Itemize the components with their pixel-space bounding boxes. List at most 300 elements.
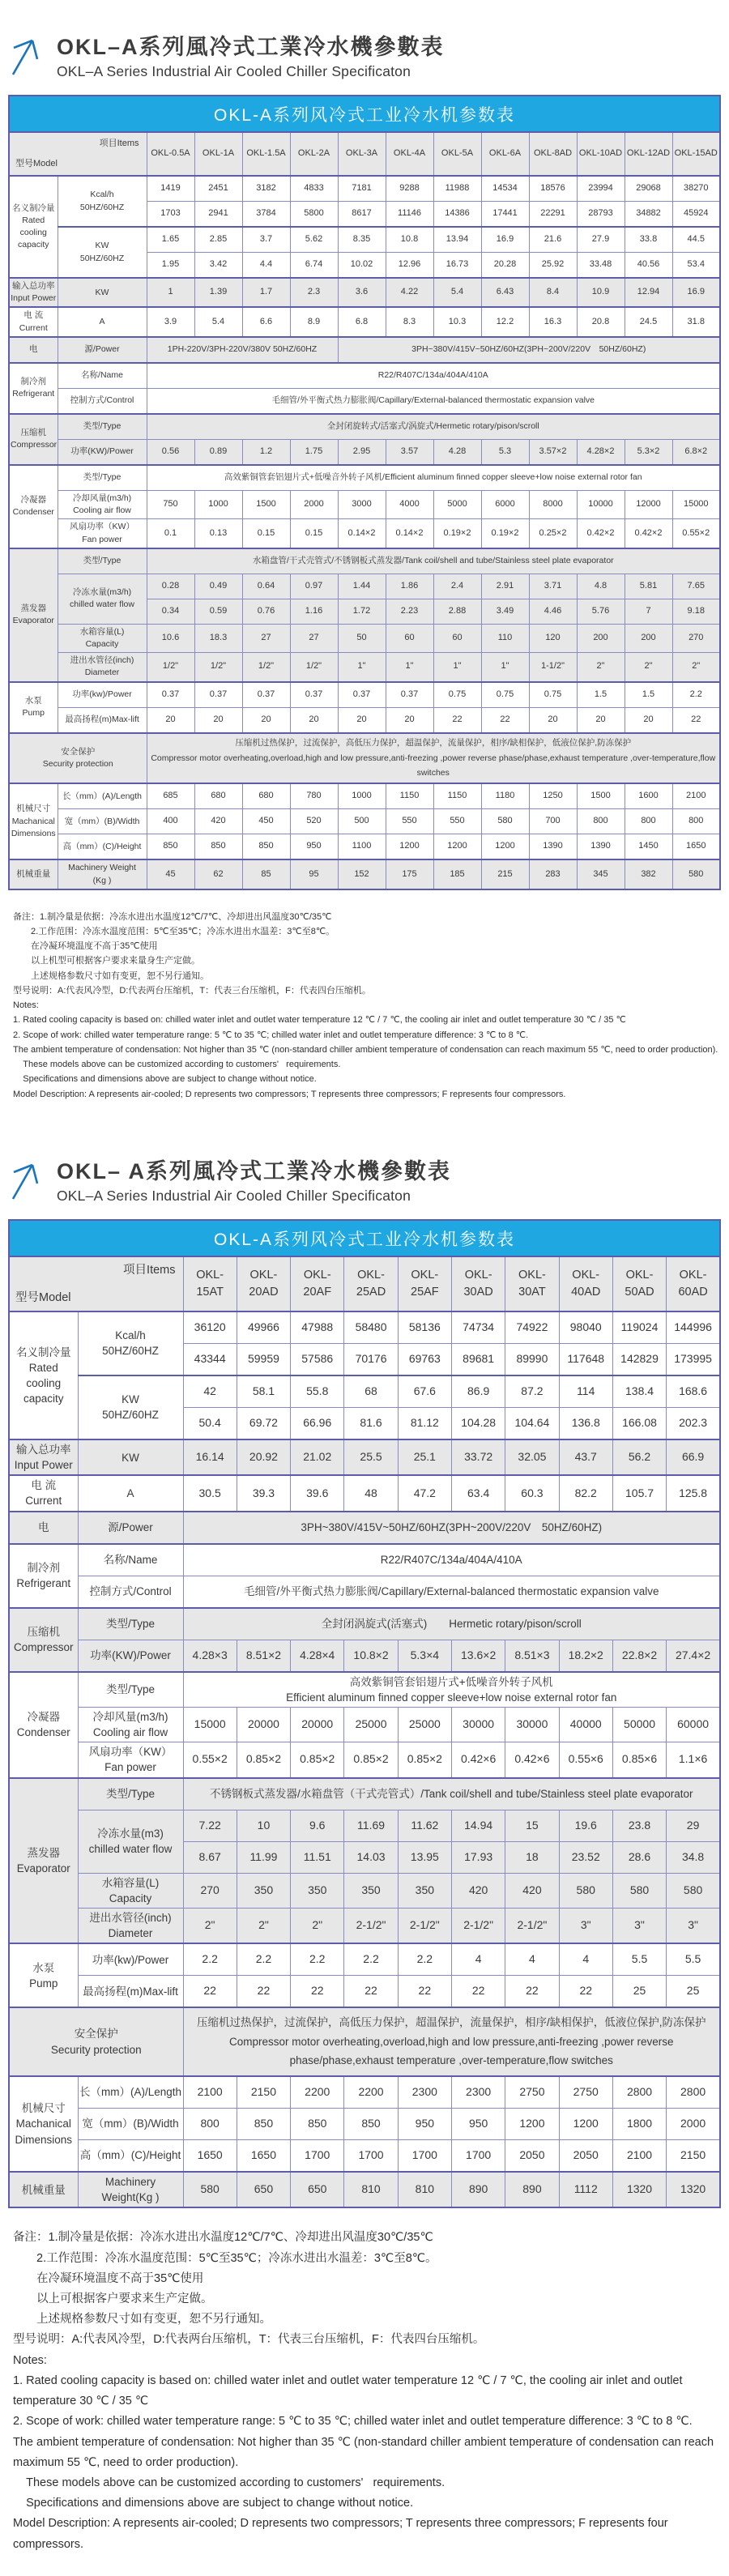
- spec-value-cell: 2800: [612, 2076, 666, 2109]
- spec-row: [9, 859, 720, 889]
- spec-value-cell: 1/2": [147, 653, 194, 682]
- spec-row: [9, 624, 720, 652]
- spec-value-cell: 0.56: [147, 439, 194, 465]
- spec-value-cell: 1703: [147, 202, 194, 228]
- spec-value-cell: 59959: [237, 1343, 290, 1375]
- merged-text-cell: 全封闭旋转式/活塞式/涡旋式/Hermetic rotary/pison/scroll: [147, 414, 720, 440]
- spec-value-cell: 1": [386, 653, 433, 682]
- spec-value-cell: 32.05: [505, 1439, 559, 1475]
- spec-value-cell: 4: [451, 1943, 505, 1976]
- spec-value-cell: 20000: [237, 1707, 290, 1742]
- spec-value-cell: 24.5: [625, 307, 672, 336]
- spec-value-cell: 74734: [451, 1311, 505, 1344]
- spec-value-cell: 0.42×2: [577, 519, 625, 548]
- note-line: 1. Rated cooling capacity is based on: chilled water inlet and outlet water temperature 12 ℃ / 7 ℃, the cooling air inlet and outlet temperature 30 ℃ / 35 ℃: [13, 1015, 626, 1026]
- note-line: Model Description: A represents air-cooled; D represents two compressors; T represents three compressors; F represents four compressors.: [13, 1089, 566, 1099]
- spec-value-cell: 1450: [625, 834, 672, 860]
- spec-value-cell: 1200: [559, 2109, 612, 2140]
- spec-value-cell: 44.5: [672, 227, 720, 253]
- spec-row: [9, 307, 720, 336]
- section-label-cell: 蒸发器 Evaporator: [9, 548, 58, 682]
- model-column-header: OKL- 15AT: [183, 1256, 237, 1311]
- spec-value-cell: 3": [667, 1908, 720, 1943]
- spec-value-cell: 5.3×2: [625, 439, 672, 465]
- note-line: 型号说明：A:代表风冷型，D:代表两台压缩机，T：代表三台压缩机，F：代表四台压缩机。: [13, 985, 371, 996]
- spec-value-cell: 10: [237, 1810, 290, 1841]
- spec-value-cell: 2200: [291, 2076, 344, 2109]
- spec-value-cell: 270: [183, 1873, 237, 1908]
- table-1-banner-title: OKL-A系列风冷式工业冷水机参数表: [8, 95, 721, 131]
- spec-value-cell: 47988: [291, 1311, 344, 1344]
- item-label-cell: 进出水管径(inch) Diameter: [58, 653, 147, 682]
- spec-row: [9, 682, 720, 708]
- spec-value-cell: 89990: [505, 1343, 559, 1375]
- note-line: Model Description: A represents air-cooled; D represents two compressors; T represents three compressors; F represents four compressors.: [13, 2517, 671, 2551]
- table-2-wrapper: [8, 1219, 721, 2208]
- spec-value-cell: 22: [183, 1976, 237, 2008]
- note-line: 以上可根据客户要求来生产定做。: [13, 2292, 213, 2306]
- spec-value-cell: 1": [481, 653, 529, 682]
- item-label-cell: 长（mm）(A)/Length: [78, 2076, 183, 2109]
- item-label-cell: 冷却风量(m3/h) Cooling air flow: [58, 490, 147, 518]
- note-line: 2.工作范围：冷冻水温度范围：5℃至35℃；冷冻水进出水温差：3℃至8℃。: [13, 2251, 437, 2265]
- merged-text-cell: 毛细管/外平衡式热力膨胀阀/Capillary/External-balanced thermostatic expansion valve: [183, 1576, 720, 1608]
- spec-value-cell: 0.25×2: [529, 519, 577, 548]
- spec-value-cell: 2100: [612, 2140, 666, 2173]
- note-line: Specifications and dimensions above are subject to change without notice.: [13, 1074, 317, 1085]
- spec-row: [9, 574, 720, 599]
- spec-value-cell: 0.75: [433, 682, 481, 708]
- spec-value-cell: 50: [338, 624, 386, 652]
- merged-text-cell: R22/R407C/134a/404A/410A: [147, 363, 720, 389]
- section-label-cell: 水泵 Pump: [9, 682, 58, 733]
- spec-value-cell: 0.42×6: [505, 1742, 559, 1778]
- spec-value-cell: 4.22: [386, 278, 433, 307]
- spec-value-cell: 0.14×2: [338, 519, 386, 548]
- model-column-header: OKL- 30AT: [505, 1256, 559, 1311]
- spec-value-cell: 2941: [194, 202, 242, 228]
- spec-value-cell: 22: [451, 1976, 505, 2008]
- model-column-header: OKL-12AD: [625, 132, 672, 176]
- item-label-cell: 冷冻水量(m3/h) chilled water flow: [58, 574, 147, 624]
- spec-value-cell: 136.8: [559, 1407, 612, 1439]
- spec-value-cell: 2100: [183, 2076, 237, 2109]
- spec-value-cell: 8.51×3: [505, 1640, 559, 1672]
- spec-row: [9, 337, 720, 363]
- spec-value-cell: 6000: [481, 490, 529, 518]
- spec-value-cell: 14.03: [344, 1841, 398, 1873]
- spec-value-cell: 20: [194, 707, 242, 733]
- model-column-header: OKL-4A: [386, 132, 433, 176]
- spec-value-cell: 18.2×2: [559, 1640, 612, 1672]
- item-label-cell: Machinery Weight (Kg ): [58, 859, 147, 889]
- note-line: These models above can be customized according to customers' requirements.: [13, 1060, 341, 1070]
- spec-value-cell: 1700: [291, 2140, 344, 2173]
- section-label-cell: 安全保护 Security protection: [9, 2007, 183, 2076]
- spec-value-cell: 1: [147, 278, 194, 307]
- spec-value-cell: 8617: [338, 202, 386, 228]
- spec-value-cell: 11988: [433, 176, 481, 202]
- spec-value-cell: 22.8×2: [612, 1640, 666, 1672]
- spec-value-cell: 2": [183, 1908, 237, 1943]
- spec-value-cell: 10.8×2: [344, 1640, 398, 1672]
- spec-value-cell: 17441: [481, 202, 529, 228]
- spec-value-cell: 10.3: [433, 307, 481, 336]
- spec-value-cell: 5.4: [433, 278, 481, 307]
- spec-value-cell: 1100: [338, 834, 386, 860]
- spec-row: [9, 1576, 720, 1608]
- spec-value-cell: 2.85: [194, 227, 242, 253]
- spec-value-cell: 47.2: [398, 1475, 451, 1511]
- item-label-cell: 功率(KW)/Power: [78, 1640, 183, 1672]
- section-label-cell: 名义制冷量 Rated cooling capacity: [9, 176, 58, 278]
- item-label-cell: 功率(KW)/Power: [58, 439, 147, 465]
- spec-value-cell: 2100: [672, 783, 720, 809]
- spec-value-cell: 4.8: [577, 574, 625, 599]
- spec-value-cell: 1.16: [290, 599, 338, 624]
- spec-value-cell: 2-1/2": [344, 1908, 398, 1943]
- spec-row: [9, 465, 720, 491]
- spec-value-cell: 1.5: [625, 682, 672, 708]
- spec-value-cell: 0.55×2: [183, 1742, 237, 1778]
- spec-value-cell: 81.12: [398, 1407, 451, 1439]
- spec-value-cell: 39.6: [291, 1475, 344, 1511]
- item-label-cell: 控制方式/Control: [78, 1576, 183, 1608]
- spec-value-cell: 6.8: [338, 307, 386, 336]
- spec-value-cell: 2": [237, 1908, 290, 1943]
- spec-value-cell: 810: [398, 2172, 451, 2207]
- spec-value-cell: 1.2: [242, 439, 290, 465]
- spec-value-cell: 25: [612, 1976, 666, 2008]
- spec-value-cell: 800: [625, 809, 672, 834]
- spec-value-cell: 1/2": [242, 653, 290, 682]
- spec-value-cell: 850: [237, 2109, 290, 2140]
- spec-value-cell: 68: [344, 1375, 398, 1408]
- spec-value-cell: 30000: [505, 1707, 559, 1742]
- spec-value-cell: 12000: [625, 490, 672, 518]
- note-line: 上述规格参数尺寸如有变更，恕不另行通知。: [13, 2313, 271, 2327]
- spec-value-cell: 40.56: [625, 253, 672, 279]
- merged-text-cell: 全封闭涡旋式(活塞式) Hermetic rotary/pison/scroll: [183, 1608, 720, 1640]
- merged-text-cell: 不锈钢板式蒸发器/水箱盘管（干式壳管式）/Tank coil/shell and tube/Stainless steel plate evaporator: [183, 1778, 720, 1810]
- spec-row: [9, 783, 720, 809]
- item-label-cell: 宽（mm）(B)/Width: [78, 2109, 183, 2140]
- item-label-cell: 功率(kw)/Power: [58, 682, 147, 708]
- model-column-header: OKL- 50AD: [612, 1256, 666, 1311]
- spec-value-cell: 1-1/2": [529, 653, 577, 682]
- spec-row: [9, 1311, 720, 1344]
- model-column-header: OKL- 25AD: [344, 1256, 398, 1311]
- spec-value-cell: 13.95: [398, 1841, 451, 1873]
- spec-value-cell: 34882: [625, 202, 672, 228]
- spec-value-cell: 2150: [237, 2076, 290, 2109]
- spec-value-cell: 20.92: [237, 1439, 290, 1475]
- spec-value-cell: 45: [147, 859, 194, 889]
- note-line: 上述规格参数尺寸如有变更，恕不另行通知。: [13, 970, 209, 981]
- spec-value-cell: 119024: [612, 1311, 666, 1344]
- spec-value-cell: 10.9: [577, 278, 625, 307]
- spec-value-cell: 680: [242, 783, 290, 809]
- spec-value-cell: 2.2: [183, 1943, 237, 1976]
- spec-row: [9, 1672, 720, 1708]
- spec-value-cell: 21.02: [291, 1439, 344, 1475]
- spec-value-cell: 2800: [667, 2076, 720, 2109]
- spec-value-cell: 3.42: [194, 253, 242, 279]
- spec-value-cell: 1.44: [338, 574, 386, 599]
- spec-value-cell: 8.67: [183, 1841, 237, 1873]
- spec-value-cell: 2451: [194, 176, 242, 202]
- spec-value-cell: 0.37: [242, 682, 290, 708]
- spec-value-cell: 22291: [529, 202, 577, 228]
- spec-value-cell: 0.19×2: [481, 519, 529, 548]
- spec-row: [9, 2140, 720, 2173]
- spec-value-cell: 2-1/2": [451, 1908, 505, 1943]
- spec-value-cell: 12.96: [386, 253, 433, 279]
- spec-value-cell: 0.42×6: [451, 1742, 505, 1778]
- spec-value-cell: 1000: [338, 783, 386, 809]
- spec-value-cell: 810: [344, 2172, 398, 2207]
- spec-value-cell: 22: [344, 1976, 398, 2008]
- section-label-cell: 冷凝器 Condenser: [9, 465, 58, 548]
- spec-value-cell: 0.37: [147, 682, 194, 708]
- item-label-cell: 名称/Name: [58, 363, 147, 389]
- note-line: 在冷凝环境温度不高于35℃使用: [13, 2271, 204, 2285]
- spec-value-cell: 2.2: [398, 1943, 451, 1976]
- spec-value-cell: 30.5: [183, 1475, 237, 1511]
- spec-value-cell: 1500: [577, 783, 625, 809]
- spec-value-cell: 60.3: [505, 1475, 559, 1511]
- spec-value-cell: 27: [290, 624, 338, 652]
- spec-value-cell: 57586: [291, 1343, 344, 1375]
- spec-value-cell: 0.15: [290, 519, 338, 548]
- spec-value-cell: 86.9: [451, 1375, 505, 1408]
- spec-value-cell: 58480: [344, 1311, 398, 1344]
- spec-value-cell: 3.49: [481, 599, 529, 624]
- spec-value-cell: 8.4: [529, 278, 577, 307]
- spec-value-cell: 2": [291, 1908, 344, 1943]
- page-title-zh: OKL–A系列風冷式工業冷水機參數表: [57, 35, 445, 59]
- merged-text-cell: 1PH-220V/3PH-220V/380V 50HZ/60HZ: [147, 337, 338, 363]
- spec-value-cell: 200: [625, 624, 672, 652]
- section-label-cell: 冷凝器 Condenser: [9, 1672, 78, 1778]
- spec-value-cell: 33.48: [577, 253, 625, 279]
- spec-value-cell: 1390: [529, 834, 577, 860]
- spec-value-cell: 7181: [338, 176, 386, 202]
- spec-value-cell: 2000: [290, 490, 338, 518]
- spec-value-cell: 2750: [559, 2076, 612, 2109]
- spec-value-cell: 20: [577, 707, 625, 733]
- spec-value-cell: 750: [147, 490, 194, 518]
- spec-value-cell: 8.35: [338, 227, 386, 253]
- spec-value-cell: 0.85×2: [398, 1742, 451, 1778]
- spec-value-cell: 25000: [398, 1707, 451, 1742]
- spec-row: [9, 834, 720, 860]
- model-column-header: OKL-1A: [194, 132, 242, 176]
- section-label-cell: 电 流 Current: [9, 307, 58, 336]
- spec-row: [9, 1742, 720, 1778]
- spec-value-cell: 8.9: [290, 307, 338, 336]
- spec-value-cell: 53.4: [672, 253, 720, 279]
- item-label-cell: KW 50HZ/60HZ: [78, 1375, 183, 1439]
- spec-value-cell: 283: [529, 859, 577, 889]
- spec-row: [9, 176, 720, 202]
- spec-value-cell: 22: [559, 1976, 612, 2008]
- spec-value-cell: 34.8: [667, 1841, 720, 1873]
- spec-value-cell: 48: [344, 1475, 398, 1511]
- merged-text-cell: R22/R407C/134a/404A/410A: [183, 1544, 720, 1576]
- spec-value-cell: 4.4: [242, 253, 290, 279]
- spec-value-cell: 69763: [398, 1343, 451, 1375]
- section-label-cell: 输入总功率 Input Power: [9, 278, 58, 307]
- spec-row: [9, 653, 720, 682]
- note-line: The ambient temperature of condensation: Not higher than 35 ℃ (non-standard chiller ambient temperature of condensation can reach maximum 55 ℃, need to order production).: [13, 2435, 718, 2469]
- spec-row: [9, 1375, 720, 1408]
- spec-value-cell: 580: [612, 1873, 666, 1908]
- spec-value-cell: 125.8: [667, 1475, 720, 1511]
- spec-row: [9, 1976, 720, 2008]
- spec-value-cell: 12.94: [625, 278, 672, 307]
- note-line: Notes:: [13, 2353, 47, 2367]
- spec-value-cell: 25: [667, 1976, 720, 2008]
- item-label-cell: Kcal/h 50HZ/60HZ: [78, 1311, 183, 1375]
- spec-value-cell: 7.22: [183, 1810, 237, 1841]
- spec-value-cell: 0.85×2: [237, 1742, 290, 1778]
- model-column-header: OKL-0.5A: [147, 132, 194, 176]
- spec-value-cell: 5.76: [577, 599, 625, 624]
- section-label-cell: 水泵 Pump: [9, 1943, 78, 2007]
- spec-row: [9, 1943, 720, 1976]
- spec-value-cell: 33.8: [625, 227, 672, 253]
- item-label-cell: 类型/Type: [78, 1778, 183, 1810]
- item-label-cell: 类型/Type: [78, 1608, 183, 1640]
- spec-value-cell: 685: [147, 783, 194, 809]
- spec-value-cell: 800: [183, 2109, 237, 2140]
- bottom-padding: [0, 2555, 729, 2576]
- spec-value-cell: 0.85×2: [344, 1742, 398, 1778]
- spec-value-cell: 114: [559, 1375, 612, 1408]
- model-column-header: OKL-5A: [433, 132, 481, 176]
- spec-value-cell: 30000: [451, 1707, 505, 1742]
- spec-value-cell: 23.8: [612, 1810, 666, 1841]
- item-label-cell: 最高扬程(m)Max-lift: [78, 1976, 183, 2008]
- spec-value-cell: 2.2: [672, 682, 720, 708]
- spec-value-cell: 650: [237, 2172, 290, 2207]
- spec-value-cell: 7.65: [672, 574, 720, 599]
- spec-value-cell: 0.64: [242, 574, 290, 599]
- spec-value-cell: 420: [194, 809, 242, 834]
- item-label-cell: 功率(kw)/Power: [78, 1943, 183, 1976]
- item-label-cell: 水箱容量(L) Capacity: [78, 1873, 183, 1908]
- spec-value-cell: 173995: [667, 1343, 720, 1375]
- item-label-cell: 冷却风量(m3/h) Cooling air flow: [78, 1707, 183, 1742]
- spec-value-cell: 0.85×6: [612, 1742, 666, 1778]
- section-2-titles: [57, 1154, 451, 1205]
- spec-value-cell: 27: [242, 624, 290, 652]
- spec-value-cell: 4.28×3: [183, 1640, 237, 1672]
- item-label-cell: 风扇功率（KW） Fan power: [78, 1742, 183, 1778]
- spec-value-cell: 0.85×2: [291, 1742, 344, 1778]
- spec-table-1: [8, 131, 721, 890]
- spec-value-cell: 82.2: [559, 1475, 612, 1511]
- spec-value-cell: 850: [344, 2109, 398, 2140]
- spec-value-cell: 43344: [183, 1343, 237, 1375]
- spec-value-cell: 1150: [386, 783, 433, 809]
- spec-value-cell: 166.08: [612, 1407, 666, 1439]
- spec-value-cell: 28.6: [612, 1841, 666, 1873]
- spec-value-cell: 1200: [433, 834, 481, 860]
- model-column-header: OKL- 40AD: [559, 1256, 612, 1311]
- spec-value-cell: 1.86: [386, 574, 433, 599]
- spec-row: [9, 1908, 720, 1943]
- spec-value-cell: 5.3×4: [398, 1640, 451, 1672]
- spec-value-cell: 70176: [344, 1343, 398, 1375]
- spec-value-cell: 36120: [183, 1311, 237, 1344]
- section-label-cell: 电: [9, 337, 58, 363]
- spec-value-cell: 3.71: [529, 574, 577, 599]
- merged-text-cell: 压缩机过热保护，过流保护，高低压力保护，超温保护，流量保护，相序/缺相保护，低液位保护,防冻保护 Compressor motor overheating,overload,high and low pressure,anti-freezing ,power reverse phase/phase,exhaust temperature ,over-temperature,flow switches: [147, 733, 720, 784]
- spec-value-cell: 1500: [242, 490, 290, 518]
- model-items-corner-cell: [9, 132, 147, 176]
- spec-value-cell: 22: [672, 707, 720, 733]
- model-column-header: OKL-3A: [338, 132, 386, 176]
- spec-value-cell: 520: [290, 809, 338, 834]
- merged-text-cell: 3PH~380V/415V~50HZ/60HZ(3PH~200V/220V 50HZ/60HZ): [338, 337, 720, 363]
- spec-value-cell: 22: [433, 707, 481, 733]
- spec-value-cell: 28793: [577, 202, 625, 228]
- spec-value-cell: 4.46: [529, 599, 577, 624]
- page-title-zh: OKL– A系列風冷式工業冷水機參數表: [57, 1158, 452, 1184]
- spec-row: [9, 1608, 720, 1640]
- section-1-header: [0, 0, 729, 83]
- spec-value-cell: 2050: [505, 2140, 559, 2173]
- spec-value-cell: 2.88: [433, 599, 481, 624]
- spec-value-cell: 5.4: [194, 307, 242, 336]
- model-column-header: OKL-6A: [481, 132, 529, 176]
- spec-row: [9, 1810, 720, 1841]
- spec-value-cell: 2": [577, 653, 625, 682]
- spec-value-cell: 2150: [667, 2140, 720, 2173]
- spec-value-cell: 1.7: [242, 278, 290, 307]
- spec-value-cell: 0.89: [194, 439, 242, 465]
- spec-value-cell: 14386: [433, 202, 481, 228]
- note-line: 在冷凝环境温度不高于35℃使用: [13, 941, 158, 952]
- spec-value-cell: 69.72: [237, 1407, 290, 1439]
- item-label-cell: 冷冻水量(m3) chilled water flow: [78, 1810, 183, 1873]
- spec-value-cell: 890: [505, 2172, 559, 2207]
- spec-value-cell: 2300: [451, 2076, 505, 2109]
- merged-text-cell: 高效紫铜管套铝翅片式+低噪音外转子风机/Efficient aluminum finned copper sleeve+low noise external rotor fan: [147, 465, 720, 491]
- item-label-cell: 类型/Type: [58, 414, 147, 440]
- spec-value-cell: 138.4: [612, 1375, 666, 1408]
- item-label-cell: Kcal/h 50HZ/60HZ: [58, 176, 147, 227]
- spec-value-cell: 2.4: [433, 574, 481, 599]
- spec-value-cell: 25.5: [344, 1439, 398, 1475]
- spec-value-cell: 20.8: [577, 307, 625, 336]
- spec-value-cell: 8000: [529, 490, 577, 518]
- spec-row: [9, 1439, 720, 1475]
- spec-value-cell: 1180: [481, 783, 529, 809]
- spec-value-cell: 17.93: [451, 1841, 505, 1873]
- spec-value-cell: 66.9: [667, 1439, 720, 1475]
- spec-value-cell: 0.49: [194, 574, 242, 599]
- spec-value-cell: 45924: [672, 202, 720, 228]
- section-1: [0, 0, 729, 1102]
- spec-value-cell: 202.3: [667, 1407, 720, 1439]
- spec-value-cell: 0.14×2: [386, 519, 433, 548]
- spec-value-cell: 120: [529, 624, 577, 652]
- spec-value-cell: 2.2: [237, 1943, 290, 1976]
- spec-value-cell: 144996: [667, 1311, 720, 1344]
